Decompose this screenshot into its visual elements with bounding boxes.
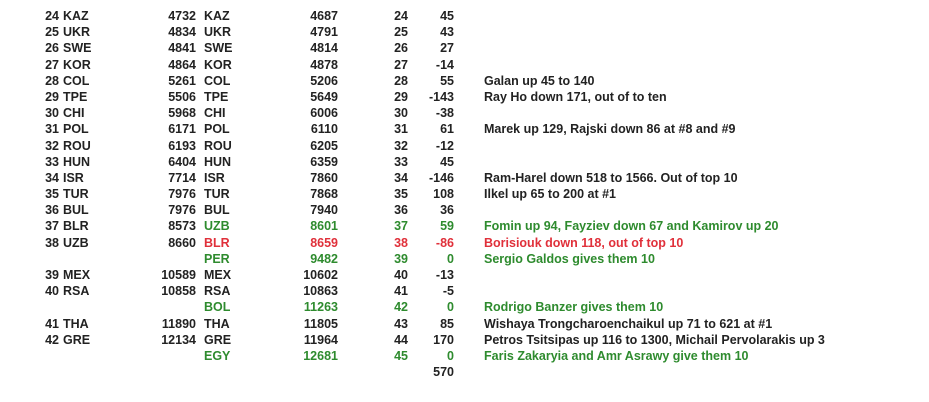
old-points-cell: 6171 (168, 122, 196, 137)
new-rank-cell: 24 (394, 9, 408, 23)
new-rank-cell: 33 (394, 154, 408, 169)
new-points-cell: 7868 (310, 187, 338, 202)
table-row (0, 283, 929, 299)
new-nation-cell: TUR (204, 187, 230, 202)
old-nation-cell: TUR (63, 187, 89, 202)
old-nation-cell: SWE (63, 41, 92, 56)
old-points-cell: 5968 (168, 106, 196, 121)
old-rank-cell: 34 (45, 170, 59, 185)
old-rank-cell: 32 (45, 138, 59, 153)
old-rank-cell: 24 (45, 9, 59, 23)
table-row (0, 121, 929, 137)
comment-cell: Fomin up 94, Fayziev down 67 and Kamirov up 20 (484, 219, 779, 234)
new-nation-cell: SWE (204, 41, 233, 56)
old-rank-cell: 40 (45, 284, 59, 299)
new-nation-cell: BOL (204, 300, 231, 315)
new-points-cell: 10602 (303, 268, 338, 282)
comment-cell: Ray Ho down 171, out of to ten (484, 89, 667, 104)
new-nation-cell: UZB (204, 219, 230, 234)
new-points-cell: 7940 (310, 203, 338, 218)
old-rank-cell: 37 (45, 219, 59, 234)
table-row (0, 202, 929, 218)
difference-cell: 27 (440, 41, 454, 56)
table-row (0, 89, 929, 105)
comment-cell: Ilkel up 65 to 200 at #1 (484, 187, 617, 202)
new-rank-cell: 44 (394, 332, 408, 347)
old-nation-cell: MEX (63, 268, 91, 282)
difference-cell: 43 (440, 25, 454, 40)
new-points-cell: 4687 (310, 9, 338, 23)
new-rank-cell: 37 (394, 219, 408, 234)
new-nation-cell: THA (204, 316, 230, 331)
table-row (0, 40, 929, 56)
comment-cell: Galan up 45 to 140 (484, 73, 595, 88)
new-rank-cell: 35 (394, 187, 408, 202)
old-points-cell: 4841 (168, 41, 196, 56)
total-difference: 570 (433, 365, 454, 380)
new-nation-cell: COL (204, 73, 231, 88)
table-row (0, 24, 929, 40)
old-nation-cell: ROU (63, 138, 91, 153)
new-rank-cell: 40 (394, 268, 408, 282)
old-rank-cell: 28 (45, 73, 59, 88)
old-rank-cell: 36 (45, 203, 59, 218)
new-points-cell: 6359 (310, 154, 338, 169)
new-nation-cell: KAZ (204, 9, 230, 23)
comment-cell: Borisiouk down 118, out of top 10 (484, 235, 684, 250)
new-nation-cell: BUL (204, 203, 230, 218)
new-rank-cell: 39 (394, 251, 408, 266)
old-points-cell: 7714 (168, 170, 196, 185)
difference-cell: 170 (433, 332, 454, 347)
difference-cell: 108 (433, 187, 454, 202)
old-points-cell: 5506 (168, 89, 196, 104)
old-nation-cell: RSA (63, 284, 90, 299)
comment-cell: Ram-Harel down 518 to 1566. Out of top 10 (484, 170, 738, 185)
difference-cell: 85 (440, 316, 454, 331)
difference-cell: -143 (428, 89, 454, 104)
table-row (0, 73, 929, 89)
old-points-cell: 6404 (168, 154, 196, 169)
difference-cell: 45 (440, 9, 454, 23)
new-rank-cell: 32 (394, 138, 408, 153)
new-nation-cell: HUN (204, 154, 232, 169)
difference-cell: 36 (440, 203, 454, 218)
new-rank-cell: 43 (394, 316, 408, 331)
new-rank-cell: 25 (394, 25, 408, 40)
comment-cell: Rodrigo Banzer gives them 10 (484, 300, 664, 315)
new-nation-cell: BLR (204, 235, 230, 250)
table-row (0, 105, 929, 121)
new-points-cell: 4791 (310, 25, 338, 40)
new-rank-cell: 30 (394, 106, 408, 121)
table-row (0, 332, 929, 348)
new-rank-cell: 42 (394, 300, 408, 315)
new-points-cell: 6006 (310, 106, 338, 121)
new-nation-cell: RSA (204, 284, 231, 299)
new-points-cell: 11964 (303, 332, 338, 347)
new-nation-cell: EGY (204, 348, 231, 363)
table-row (0, 348, 929, 364)
old-points-cell: 5261 (168, 73, 196, 88)
table-row (0, 299, 929, 315)
new-points-cell: 6205 (310, 138, 338, 153)
old-points-cell: 7976 (168, 203, 196, 218)
old-points-cell: 8660 (168, 235, 196, 250)
difference-cell: 0 (447, 348, 454, 363)
new-rank-cell: 38 (394, 235, 408, 250)
table-row (0, 186, 929, 202)
old-nation-cell: BUL (63, 203, 89, 218)
difference-cell: 55 (440, 73, 454, 88)
difference-cell: 59 (440, 219, 454, 234)
old-rank-cell: 27 (45, 57, 59, 72)
table-row (0, 235, 929, 251)
new-nation-cell: UKR (204, 25, 232, 40)
new-rank-cell: 28 (394, 73, 408, 88)
old-nation-cell: HUN (63, 154, 91, 169)
table-row (0, 138, 929, 154)
new-rank-cell: 27 (394, 57, 408, 72)
old-nation-cell: POL (63, 122, 89, 137)
old-rank-cell: 38 (45, 235, 59, 250)
old-points-cell: 10589 (161, 268, 196, 282)
difference-cell: 61 (440, 122, 454, 137)
old-rank-cell: 41 (45, 316, 59, 331)
new-points-cell: 5649 (310, 89, 338, 104)
old-points-cell: 12134 (161, 332, 196, 347)
new-points-cell: 9482 (310, 251, 338, 266)
new-points-cell: 4878 (310, 57, 338, 72)
table-row (0, 267, 929, 283)
old-rank-cell: 33 (45, 154, 59, 169)
new-rank-cell: 31 (394, 122, 408, 137)
new-points-cell: 8659 (310, 235, 338, 250)
old-rank-cell: 25 (45, 25, 59, 40)
new-nation-cell: CHI (204, 106, 226, 121)
comment-cell: Faris Zakaryia and Amr Asrawy give them 10 (484, 348, 749, 363)
old-points-cell: 8573 (168, 219, 196, 234)
difference-cell: -86 (435, 235, 454, 250)
old-nation-cell: GRE (63, 332, 91, 347)
difference-cell: -14 (435, 57, 454, 72)
old-nation-cell: UZB (63, 235, 89, 250)
new-points-cell: 11805 (303, 316, 338, 331)
new-rank-cell: 34 (394, 170, 408, 185)
old-points-cell: 4864 (168, 57, 196, 72)
old-points-cell: 10858 (161, 284, 196, 299)
old-rank-cell: 26 (45, 41, 59, 56)
old-rank-cell: 39 (45, 268, 59, 282)
old-points-cell: 4834 (168, 25, 196, 40)
old-rank-cell: 31 (45, 122, 59, 137)
old-nation-cell: TPE (63, 89, 88, 104)
new-points-cell: 7860 (310, 170, 338, 185)
difference-cell: 0 (447, 251, 454, 266)
old-points-cell: 6193 (168, 138, 196, 153)
table-row (0, 57, 929, 73)
table-row (0, 251, 929, 267)
difference-cell: -38 (435, 106, 454, 121)
difference-cell: -13 (435, 268, 454, 282)
table-row (0, 316, 929, 332)
total-row (0, 364, 929, 380)
new-rank-cell: 41 (394, 284, 408, 299)
new-points-cell: 12681 (303, 348, 338, 363)
ranking-sheet (0, 8, 929, 380)
old-nation-cell: KOR (63, 57, 91, 72)
new-rank-cell: 26 (394, 41, 408, 56)
new-rank-cell: 29 (394, 89, 408, 104)
new-nation-cell: POL (204, 122, 230, 137)
old-nation-cell: BLR (63, 219, 89, 234)
new-nation-cell: ISR (204, 170, 225, 185)
comment-cell: Marek up 129, Rajski down 86 at #8 and #9 (484, 122, 736, 137)
old-nation-cell: COL (63, 73, 90, 88)
new-nation-cell: PER (204, 251, 230, 266)
old-points-cell: 11890 (161, 316, 196, 331)
old-nation-cell: ISR (63, 170, 84, 185)
difference-cell: -12 (435, 138, 454, 153)
new-points-cell: 11263 (303, 300, 338, 315)
old-points-cell: 4732 (168, 9, 196, 23)
old-nation-cell: THA (63, 316, 89, 331)
new-nation-cell: KOR (204, 57, 232, 72)
new-points-cell: 10863 (303, 284, 338, 299)
new-rank-cell: 45 (394, 348, 408, 363)
table-row (0, 8, 929, 24)
difference-cell: -146 (428, 170, 454, 185)
new-nation-cell: GRE (204, 332, 232, 347)
table-row (0, 170, 929, 186)
old-rank-cell: 30 (45, 106, 59, 121)
difference-cell: 45 (440, 154, 454, 169)
new-nation-cell: MEX (204, 268, 232, 282)
old-rank-cell: 35 (45, 187, 59, 202)
old-rank-cell: 29 (45, 89, 59, 104)
old-rank-cell: 42 (45, 332, 59, 347)
old-nation-cell: CHI (63, 106, 85, 121)
new-points-cell: 6110 (310, 122, 338, 137)
new-nation-cell: ROU (204, 138, 232, 153)
table-row (0, 218, 929, 234)
new-points-cell: 8601 (310, 219, 338, 234)
old-nation-cell: UKR (63, 25, 91, 40)
old-nation-cell: KAZ (63, 9, 89, 23)
difference-cell: -5 (442, 284, 454, 299)
new-points-cell: 5206 (310, 73, 338, 88)
old-points-cell: 7976 (168, 187, 196, 202)
comment-cell: Wishaya Trongcharoenchaikul up 71 to 621 at #1 (484, 316, 773, 331)
comment-cell: Sergio Galdos gives them 10 (484, 251, 655, 266)
new-nation-cell: TPE (204, 89, 229, 104)
new-points-cell: 4814 (310, 41, 338, 56)
table-row (0, 154, 929, 170)
new-rank-cell: 36 (394, 203, 408, 218)
difference-cell: 0 (447, 300, 454, 315)
comment-cell: Petros Tsitsipas up 116 to 1300, Michail Pervolarakis up 3 (484, 332, 825, 347)
